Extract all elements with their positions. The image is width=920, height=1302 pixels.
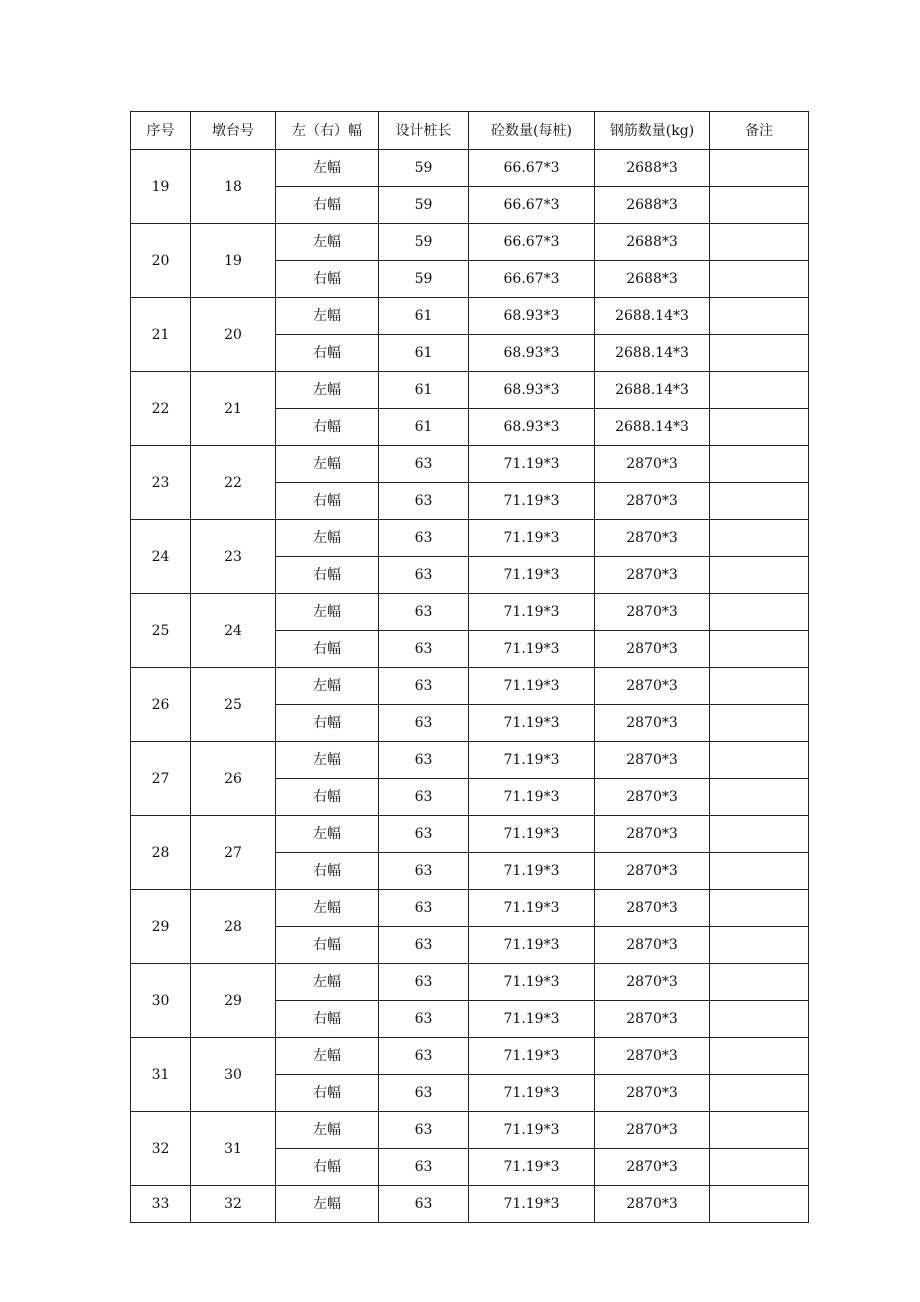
- pier-cell: 19: [191, 224, 276, 298]
- side-cell: 右幅: [276, 1149, 379, 1186]
- side-cell: 左幅: [276, 298, 379, 335]
- concrete-cell: 68.93*3: [469, 372, 595, 409]
- design-length-cell: 61: [379, 409, 469, 446]
- concrete-cell: 71.19*3: [469, 1186, 595, 1223]
- table-row: [131, 224, 809, 261]
- design-length-cell: 63: [379, 446, 469, 483]
- concrete-cell: 71.19*3: [469, 668, 595, 705]
- design-length-cell: 63: [379, 1075, 469, 1112]
- header-side: 左（右）幅: [276, 112, 379, 150]
- concrete-cell: 71.19*3: [469, 483, 595, 520]
- note-cell: [710, 150, 809, 187]
- pier-cell: 32: [191, 1186, 276, 1223]
- rebar-cell: 2688*3: [595, 187, 710, 224]
- design-length-cell: 59: [379, 261, 469, 298]
- table-row: [131, 816, 809, 853]
- note-cell: [710, 372, 809, 409]
- note-cell: [710, 261, 809, 298]
- side-cell: 左幅: [276, 520, 379, 557]
- rebar-cell: 2688.14*3: [595, 409, 710, 446]
- concrete-cell: 71.19*3: [469, 927, 595, 964]
- side-cell: 右幅: [276, 705, 379, 742]
- seq-cell: 19: [131, 150, 191, 224]
- seq-cell: 20: [131, 224, 191, 298]
- side-cell: 右幅: [276, 1001, 379, 1038]
- concrete-cell: 71.19*3: [469, 1001, 595, 1038]
- pier-cell: 22: [191, 446, 276, 520]
- pier-cell: 20: [191, 298, 276, 372]
- design-length-cell: 63: [379, 594, 469, 631]
- side-cell: 右幅: [276, 779, 379, 816]
- design-length-cell: 59: [379, 187, 469, 224]
- table-body: [131, 150, 809, 1223]
- table-row: [131, 1186, 809, 1223]
- pier-cell: 23: [191, 520, 276, 594]
- header-note: 备注: [710, 112, 809, 150]
- design-length-cell: 63: [379, 1001, 469, 1038]
- design-length-cell: 61: [379, 372, 469, 409]
- table-row: [131, 668, 809, 705]
- table-row: [131, 150, 809, 187]
- table-row: [131, 890, 809, 927]
- design-length-cell: 61: [379, 298, 469, 335]
- side-cell: 左幅: [276, 1038, 379, 1075]
- concrete-cell: 71.19*3: [469, 890, 595, 927]
- side-cell: 左幅: [276, 668, 379, 705]
- pier-cell: 29: [191, 964, 276, 1038]
- concrete-cell: 71.19*3: [469, 1075, 595, 1112]
- design-length-cell: 63: [379, 483, 469, 520]
- design-length-cell: 63: [379, 557, 469, 594]
- note-cell: [710, 705, 809, 742]
- table-row: [131, 964, 809, 1001]
- pier-cell: 18: [191, 150, 276, 224]
- pier-cell: 25: [191, 668, 276, 742]
- side-cell: 右幅: [276, 261, 379, 298]
- note-cell: [710, 668, 809, 705]
- note-cell: [710, 1075, 809, 1112]
- rebar-cell: 2870*3: [595, 483, 710, 520]
- note-cell: [710, 631, 809, 668]
- note-cell: [710, 742, 809, 779]
- table-row: [131, 1112, 809, 1149]
- design-length-cell: 59: [379, 224, 469, 261]
- seq-cell: 32: [131, 1112, 191, 1186]
- seq-cell: 24: [131, 520, 191, 594]
- note-cell: [710, 1149, 809, 1186]
- pile-quantity-table: [130, 111, 809, 1223]
- pier-cell: 27: [191, 816, 276, 890]
- pier-cell: 26: [191, 742, 276, 816]
- rebar-cell: 2870*3: [595, 816, 710, 853]
- rebar-cell: 2870*3: [595, 1149, 710, 1186]
- rebar-cell: 2870*3: [595, 1038, 710, 1075]
- table-header-row: [131, 112, 809, 150]
- rebar-cell: 2870*3: [595, 520, 710, 557]
- design-length-cell: 63: [379, 964, 469, 1001]
- seq-cell: 29: [131, 890, 191, 964]
- concrete-cell: 66.67*3: [469, 150, 595, 187]
- note-cell: [710, 964, 809, 1001]
- rebar-cell: 2688.14*3: [595, 372, 710, 409]
- design-length-cell: 63: [379, 705, 469, 742]
- note-cell: [710, 298, 809, 335]
- concrete-cell: 71.19*3: [469, 964, 595, 1001]
- concrete-cell: 71.19*3: [469, 520, 595, 557]
- concrete-cell: 71.19*3: [469, 594, 595, 631]
- rebar-cell: 2870*3: [595, 1001, 710, 1038]
- side-cell: 右幅: [276, 1075, 379, 1112]
- side-cell: 左幅: [276, 594, 379, 631]
- note-cell: [710, 1112, 809, 1149]
- seq-cell: 21: [131, 298, 191, 372]
- rebar-cell: 2870*3: [595, 1186, 710, 1223]
- design-length-cell: 63: [379, 631, 469, 668]
- concrete-cell: 71.19*3: [469, 631, 595, 668]
- note-cell: [710, 557, 809, 594]
- header-pier: 墩台号: [191, 112, 276, 150]
- header-design-length: 设计桩长: [379, 112, 469, 150]
- design-length-cell: 63: [379, 1186, 469, 1223]
- design-length-cell: 61: [379, 335, 469, 372]
- design-length-cell: 63: [379, 1149, 469, 1186]
- side-cell: 右幅: [276, 483, 379, 520]
- note-cell: [710, 187, 809, 224]
- seq-cell: 28: [131, 816, 191, 890]
- side-cell: 左幅: [276, 446, 379, 483]
- concrete-cell: 71.19*3: [469, 779, 595, 816]
- seq-cell: 23: [131, 446, 191, 520]
- table-row: [131, 298, 809, 335]
- rebar-cell: 2870*3: [595, 927, 710, 964]
- concrete-cell: 68.93*3: [469, 298, 595, 335]
- side-cell: 右幅: [276, 557, 379, 594]
- concrete-cell: 71.19*3: [469, 1038, 595, 1075]
- pier-cell: 28: [191, 890, 276, 964]
- header-seq: 序号: [131, 112, 191, 150]
- rebar-cell: 2688*3: [595, 261, 710, 298]
- table-row: [131, 1038, 809, 1075]
- design-length-cell: 63: [379, 779, 469, 816]
- concrete-cell: 71.19*3: [469, 705, 595, 742]
- note-cell: [710, 779, 809, 816]
- pier-cell: 21: [191, 372, 276, 446]
- header-concrete: 砼数量(每桩): [469, 112, 595, 150]
- rebar-cell: 2870*3: [595, 446, 710, 483]
- design-length-cell: 63: [379, 742, 469, 779]
- concrete-cell: 68.93*3: [469, 409, 595, 446]
- design-length-cell: 63: [379, 1112, 469, 1149]
- concrete-cell: 71.19*3: [469, 816, 595, 853]
- note-cell: [710, 1001, 809, 1038]
- seq-cell: 26: [131, 668, 191, 742]
- table-row: [131, 520, 809, 557]
- design-length-cell: 63: [379, 816, 469, 853]
- rebar-cell: 2870*3: [595, 631, 710, 668]
- rebar-cell: 2688.14*3: [595, 335, 710, 372]
- rebar-cell: 2870*3: [595, 779, 710, 816]
- note-cell: [710, 409, 809, 446]
- design-length-cell: 63: [379, 668, 469, 705]
- side-cell: 左幅: [276, 1186, 379, 1223]
- note-cell: [710, 1186, 809, 1223]
- concrete-cell: 68.93*3: [469, 335, 595, 372]
- table-row: [131, 372, 809, 409]
- concrete-cell: 71.19*3: [469, 853, 595, 890]
- seq-cell: 25: [131, 594, 191, 668]
- rebar-cell: 2870*3: [595, 1112, 710, 1149]
- note-cell: [710, 816, 809, 853]
- rebar-cell: 2870*3: [595, 594, 710, 631]
- side-cell: 左幅: [276, 1112, 379, 1149]
- note-cell: [710, 483, 809, 520]
- side-cell: 左幅: [276, 964, 379, 1001]
- note-cell: [710, 890, 809, 927]
- table-row: [131, 446, 809, 483]
- rebar-cell: 2688.14*3: [595, 298, 710, 335]
- concrete-cell: 71.19*3: [469, 1149, 595, 1186]
- design-length-cell: 63: [379, 853, 469, 890]
- rebar-cell: 2688*3: [595, 150, 710, 187]
- seq-cell: 22: [131, 372, 191, 446]
- note-cell: [710, 224, 809, 261]
- concrete-cell: 71.19*3: [469, 557, 595, 594]
- rebar-cell: 2870*3: [595, 853, 710, 890]
- design-length-cell: 59: [379, 150, 469, 187]
- pier-cell: 31: [191, 1112, 276, 1186]
- pier-cell: 30: [191, 1038, 276, 1112]
- concrete-cell: 66.67*3: [469, 187, 595, 224]
- concrete-cell: 71.19*3: [469, 1112, 595, 1149]
- header-rebar: 钢筋数量(kg): [595, 112, 710, 150]
- side-cell: 左幅: [276, 890, 379, 927]
- concrete-cell: 71.19*3: [469, 446, 595, 483]
- note-cell: [710, 1038, 809, 1075]
- side-cell: 左幅: [276, 742, 379, 779]
- rebar-cell: 2870*3: [595, 742, 710, 779]
- side-cell: 右幅: [276, 927, 379, 964]
- side-cell: 左幅: [276, 372, 379, 409]
- side-cell: 右幅: [276, 335, 379, 372]
- seq-cell: 27: [131, 742, 191, 816]
- note-cell: [710, 853, 809, 890]
- rebar-cell: 2870*3: [595, 964, 710, 1001]
- seq-cell: 30: [131, 964, 191, 1038]
- design-length-cell: 63: [379, 520, 469, 557]
- rebar-cell: 2870*3: [595, 705, 710, 742]
- rebar-cell: 2870*3: [595, 1075, 710, 1112]
- design-length-cell: 63: [379, 890, 469, 927]
- concrete-cell: 66.67*3: [469, 261, 595, 298]
- concrete-cell: 66.67*3: [469, 224, 595, 261]
- side-cell: 右幅: [276, 187, 379, 224]
- note-cell: [710, 520, 809, 557]
- note-cell: [710, 927, 809, 964]
- side-cell: 右幅: [276, 853, 379, 890]
- table-row: [131, 742, 809, 779]
- note-cell: [710, 446, 809, 483]
- design-length-cell: 63: [379, 927, 469, 964]
- note-cell: [710, 335, 809, 372]
- rebar-cell: 2870*3: [595, 557, 710, 594]
- side-cell: 右幅: [276, 631, 379, 668]
- side-cell: 左幅: [276, 150, 379, 187]
- design-length-cell: 63: [379, 1038, 469, 1075]
- rebar-cell: 2688*3: [595, 224, 710, 261]
- table-row: [131, 594, 809, 631]
- concrete-cell: 71.19*3: [469, 742, 595, 779]
- seq-cell: 33: [131, 1186, 191, 1223]
- rebar-cell: 2870*3: [595, 668, 710, 705]
- side-cell: 左幅: [276, 816, 379, 853]
- side-cell: 右幅: [276, 409, 379, 446]
- side-cell: 左幅: [276, 224, 379, 261]
- rebar-cell: 2870*3: [595, 890, 710, 927]
- seq-cell: 31: [131, 1038, 191, 1112]
- pier-cell: 24: [191, 594, 276, 668]
- note-cell: [710, 594, 809, 631]
